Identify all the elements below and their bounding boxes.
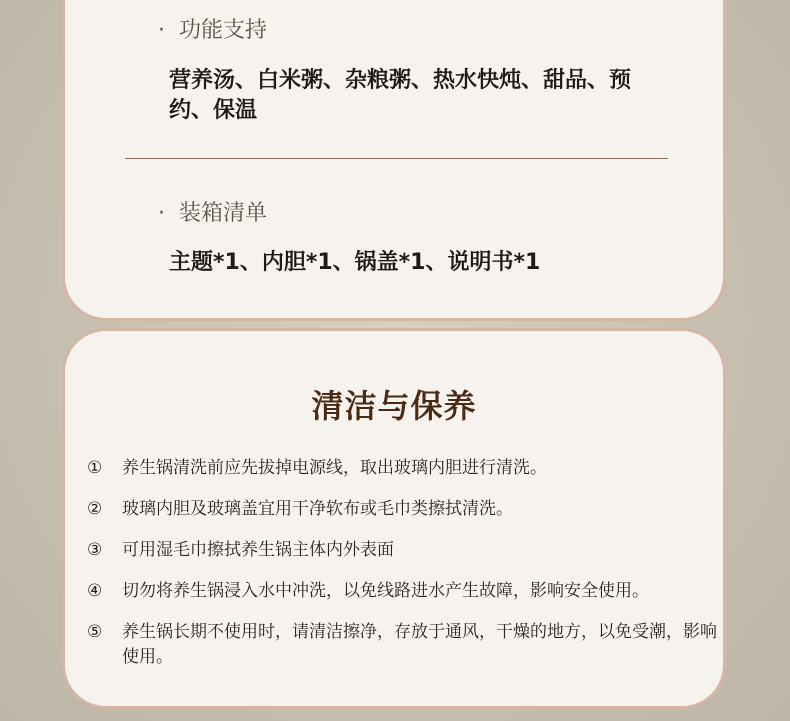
specs-card xyxy=(62,0,726,321)
item-number: ① xyxy=(87,458,103,478)
care-title: 清洁与保养 xyxy=(311,387,477,425)
list-item xyxy=(87,456,717,481)
care-list xyxy=(87,456,717,686)
item-text: 养生锅长期不使用时，请清洁擦净，存放于通风，干燥的地方，以免受潮，影响使用。 xyxy=(122,622,717,667)
item-number: ⑤ xyxy=(87,622,103,642)
features-label: 功能支持 xyxy=(179,18,268,43)
care-card xyxy=(62,328,726,709)
item-text: 玻璃内胆及玻璃盖宜用干净软布或毛巾类擦拭清洗。 xyxy=(122,499,513,519)
features-heading xyxy=(158,13,267,44)
item-number: ② xyxy=(87,499,103,519)
features-value: 营养汤、白米粥、杂粮粥、热水快炖、甜品、预约、保温 xyxy=(169,68,632,123)
section-divider xyxy=(125,158,668,159)
package-value: 主题*1、内胆*1、锅盖*1、说明书*1 xyxy=(169,250,541,275)
package-label: 装箱清单 xyxy=(179,201,268,226)
item-text: 切勿将养生锅浸入水中冲洗，以免线路进水产生故障，影响安全使用。 xyxy=(122,581,649,601)
list-item xyxy=(87,538,717,563)
item-text: 可用湿毛巾擦拭养生锅主体内外表面 xyxy=(122,540,394,560)
item-number: ④ xyxy=(87,581,103,601)
list-item xyxy=(87,579,717,604)
item-number: ③ xyxy=(87,540,103,560)
item-text: 养生锅清洗前应先拔掉电源线，取出玻璃内胆进行清洗。 xyxy=(122,458,547,478)
bullet-dot-icon: · xyxy=(158,201,165,226)
bullet-dot-icon: · xyxy=(158,18,165,43)
list-item xyxy=(87,497,717,522)
list-item xyxy=(87,620,717,670)
package-heading xyxy=(158,196,267,227)
